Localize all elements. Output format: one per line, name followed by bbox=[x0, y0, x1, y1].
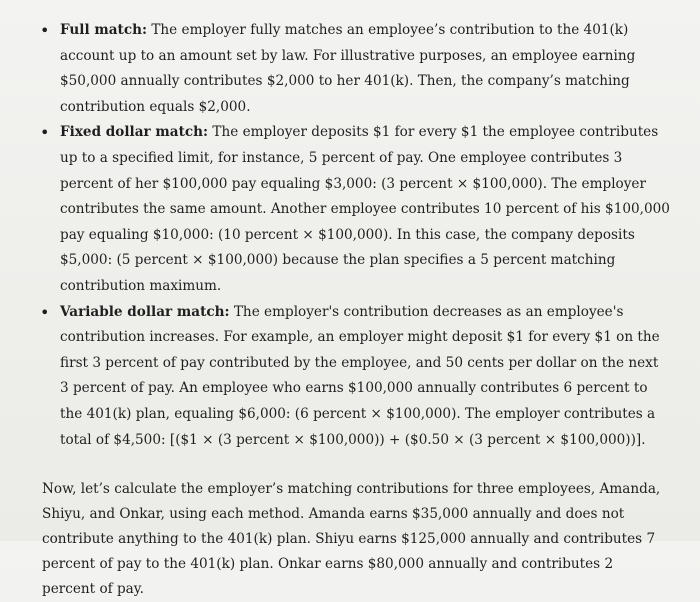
term-variable-dollar-match: Variable dollar match: bbox=[60, 303, 230, 320]
bullet-icon: • bbox=[40, 123, 50, 143]
description-fixed-dollar-match: The employer deposits $1 for every $1 the employee contributes up to a specified limit, for instance, 5 percent of pay. One employee contributes 3 percent of her $100,000 pay equaling $3,000: (3 percent × $100,000). The employer contributes the same amount. Another employee contributes 10 percent of his $100,000 pay equaling $10,000: (10 percent × $100,000). In this case, the company deposits $5,000: (5 percent × $100,000) because the plan specifies a 5 percent matching contribution maximum. bbox=[60, 124, 670, 294]
problem-paragraph: Now, let’s calculate the employer’s matching contributions for three employees, Amanda, Shiyu, and Onkar, using each method. Amanda earns $35,000 annually and does not contribute anything to the 401(k) plan. Shiyu earns $125,000 annually and contributes 7 percent of pay to the 401(k) plan. Onkar earns $80,000 annually and contributes 2 percent of pay. bbox=[42, 481, 661, 598]
description-full-match: The employer fully matches an employee’s contribution to the 401(k) account up to an amount set by law. For illustrative purposes, an employee earning $50,000 annually contributes $2,000 to her 401(k). Then, the company’s matching contribution equals $2,000. bbox=[60, 22, 636, 115]
description-variable-dollar-match: The employer's contribution decreases as an employee's contribution increases. For example, an employer might deposit $1 for every $1 on the first 3 percent of pay contributed by the employee, and 50 cents per dollar on the next 3 percent of pay. An employee who earns $100,000 annually contributes 6 percent to the 401(k) plan, equaling $6,000: (6 percent × $100,000). The employer contributes a total of $4,500: [($1 × (3 percent × $100,000)) + ($0.50 × (3 percent × $100,000))]. bbox=[60, 303, 660, 448]
list-item-fixed-dollar-match bbox=[30, 120, 670, 299]
list-item-full-match bbox=[30, 18, 670, 120]
term-full-match: Full match: bbox=[60, 22, 148, 38]
bullet-icon: • bbox=[40, 21, 50, 40]
match-types-list bbox=[30, 18, 670, 453]
term-fixed-dollar-match: Fixed dollar match: bbox=[60, 124, 209, 141]
bullet-icon: • bbox=[40, 302, 50, 322]
list-item-variable-dollar-match bbox=[30, 300, 670, 454]
